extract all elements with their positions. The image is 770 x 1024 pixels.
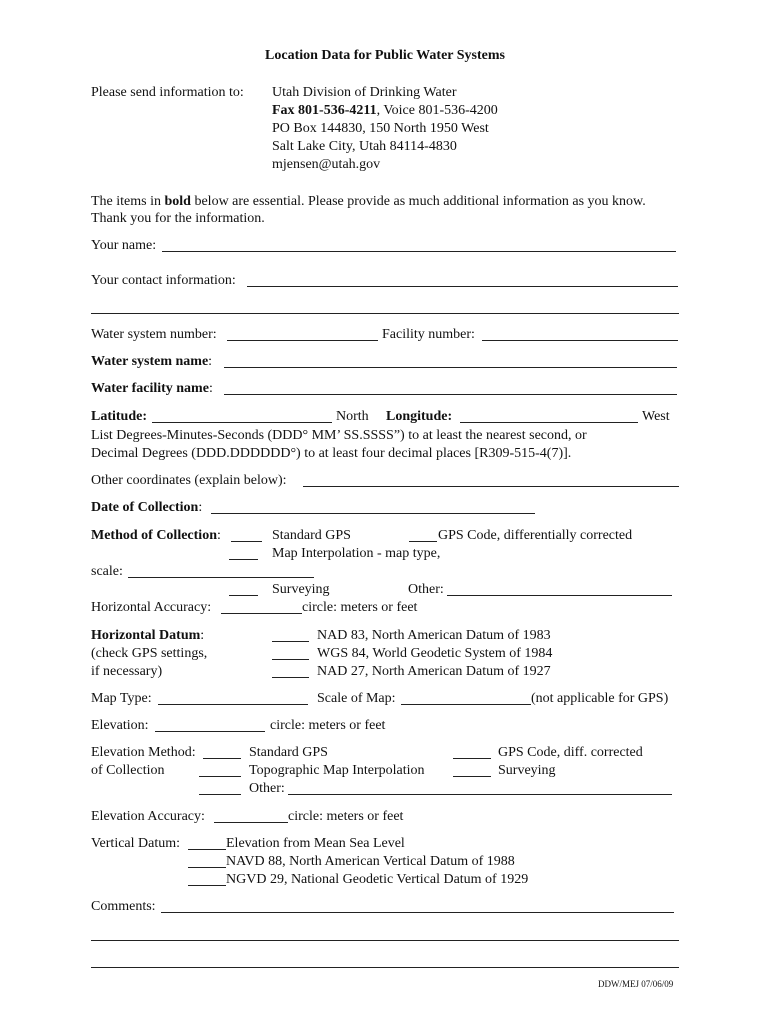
horizontal-datum-sub-1: (check GPS settings, <box>91 646 208 661</box>
scale-of-map-label: Scale of Map: <box>317 691 396 706</box>
contact-info-label: Your contact information: <box>91 273 236 288</box>
method-standard-gps-check[interactable] <box>231 541 262 542</box>
of-collection-label: of Collection <box>91 763 165 778</box>
water-system-name-text: Water system name <box>91 354 209 369</box>
method-surveying-check[interactable] <box>229 595 258 596</box>
longitude-label: Longitude: <box>386 409 453 424</box>
contact-info-field-2[interactable] <box>91 313 679 314</box>
coord-note-2: Decimal Degrees (DDD.DDDDDD°) to at least four decimal places [R309-515-4(7)]. <box>91 446 572 461</box>
email-address[interactable]: mjensen@utah.gov <box>272 157 381 172</box>
horizontal-datum-text: Horizontal Datum <box>91 628 201 643</box>
method-map-interp-label: Map Interpolation - map type, <box>272 546 441 561</box>
elev-surveying-check[interactable] <box>453 776 491 777</box>
longitude-field[interactable] <box>460 422 638 423</box>
datum-nad83-check[interactable] <box>272 641 309 642</box>
elev-other-check[interactable] <box>199 794 241 795</box>
elevation-method-label: Elevation Method: <box>91 745 196 760</box>
datum-nad83-label: NAD 83, North American Datum of 1983 <box>317 628 551 643</box>
elevation-unit: circle: meters or feet <box>270 718 386 733</box>
vdatum-msl-label: Elevation from Mean Sea Level <box>226 836 405 851</box>
datum-wgs84-check[interactable] <box>272 659 309 660</box>
colon: : <box>216 528 221 543</box>
elev-topo-label: Topographic Map Interpolation <box>249 763 425 778</box>
intro-text-b: below are essential. Please provide as much additional information as you know. <box>190 194 646 209</box>
method-standard-gps-label: Standard GPS <box>272 528 351 543</box>
comments-field-2[interactable] <box>91 940 679 941</box>
method-surveying-label: Surveying <box>272 582 330 597</box>
your-name-field[interactable] <box>162 251 676 252</box>
water-facility-name-label <box>91 380 213 397</box>
vdatum-navd88-check[interactable] <box>188 867 226 868</box>
coord-note-1: List Degrees-Minutes-Seconds (DDD° MM’ SS.SSSS”) to at least the nearest second, or <box>91 428 587 443</box>
colon: : <box>208 354 213 369</box>
colon: : <box>208 381 213 396</box>
water-system-number-field[interactable] <box>227 340 378 341</box>
method-map-interp-check[interactable] <box>229 559 258 560</box>
method-other-field[interactable] <box>447 595 672 596</box>
latitude-label: Latitude: <box>91 409 147 424</box>
datum-nad27-check[interactable] <box>272 677 309 678</box>
facility-number-field[interactable] <box>482 340 678 341</box>
elevation-accuracy-label: Elevation Accuracy: <box>91 809 205 824</box>
colon: : <box>198 500 203 515</box>
water-facility-name-field[interactable] <box>224 394 677 395</box>
elev-topo-check[interactable] <box>199 776 241 777</box>
intro-bold: bold <box>164 194 191 209</box>
facility-number-label: Facility number: <box>382 327 475 342</box>
colon: : <box>200 628 205 643</box>
voice-number: , Voice 801-536-4200 <box>376 103 498 118</box>
elevation-field[interactable] <box>155 731 265 732</box>
west-label: West <box>642 409 670 424</box>
vdatum-navd88-label: NAVD 88, North American Vertical Datum of 1988 <box>226 854 515 869</box>
vdatum-msl-check[interactable] <box>188 849 226 850</box>
elev-other-field[interactable] <box>288 794 672 795</box>
vertical-datum-label: Vertical Datum: <box>91 836 181 851</box>
water-system-name-label <box>91 353 212 370</box>
elev-gps-code-label: GPS Code, diff. corrected <box>498 745 643 760</box>
date-of-collection-text: Date of Collection <box>91 500 199 515</box>
horizontal-accuracy-unit: circle: meters or feet <box>302 600 418 615</box>
send-to-label: Please send information to: <box>91 85 244 100</box>
method-gps-code-check[interactable] <box>409 541 437 542</box>
org-name: Utah Division of Drinking Water <box>272 85 457 100</box>
scale-label: scale: <box>91 564 123 579</box>
method-gps-code-label: GPS Code, differentially corrected <box>438 528 633 543</box>
elev-surveying-label: Surveying <box>498 763 556 778</box>
elev-gps-code-check[interactable] <box>453 758 491 759</box>
scale-field[interactable] <box>128 577 314 578</box>
city-address: Salt Lake City, Utah 84114-4830 <box>272 139 457 154</box>
intro-line-2: Thank you for the information. <box>91 211 265 226</box>
contact-info-field[interactable] <box>247 286 678 287</box>
method-other-label: Other: <box>408 582 444 597</box>
not-applicable-gps: (not applicable for GPS) <box>531 691 669 706</box>
method-of-collection-label <box>91 527 221 544</box>
elev-standard-gps-label: Standard GPS <box>249 745 328 760</box>
datum-wgs84-label: WGS 84, World Geodetic System of 1984 <box>317 646 553 661</box>
elevation-accuracy-field[interactable] <box>214 822 288 823</box>
vdatum-ngvd29-check[interactable] <box>188 885 226 886</box>
water-facility-name-text: Water facility name <box>91 381 209 396</box>
method-label-text: Method of Collection <box>91 528 217 543</box>
footer-code: DDW/MEJ 07/06/09 <box>598 979 674 989</box>
vdatum-ngvd29-label: NGVD 29, National Geodetic Vertical Datum of 1929 <box>226 872 529 887</box>
map-type-field[interactable] <box>158 704 308 705</box>
north-label: North <box>336 409 369 424</box>
date-of-collection-field[interactable] <box>211 513 535 514</box>
comments-label: Comments: <box>91 899 156 914</box>
fax-voice <box>272 102 498 119</box>
elevation-label: Elevation: <box>91 718 149 733</box>
intro-line-1 <box>91 193 646 210</box>
po-box: PO Box 144830, 150 North 1950 West <box>272 121 489 136</box>
scale-of-map-field[interactable] <box>401 704 531 705</box>
other-coordinates-field[interactable] <box>303 486 679 487</box>
fax-number: Fax 801-536-4211 <box>272 103 377 118</box>
water-system-name-field[interactable] <box>224 367 677 368</box>
date-of-collection-label <box>91 499 202 516</box>
elev-standard-gps-check[interactable] <box>203 758 241 759</box>
page-title: Location Data for Public Water Systems <box>265 48 505 63</box>
your-name-label: Your name: <box>91 238 157 253</box>
elevation-accuracy-unit: circle: meters or feet <box>288 809 404 824</box>
horizontal-datum-sub-2: if necessary) <box>91 664 163 679</box>
comments-field-3[interactable] <box>91 967 679 968</box>
map-type-label: Map Type: <box>91 691 152 706</box>
comments-field[interactable] <box>161 912 674 913</box>
horizontal-accuracy-label: Horizontal Accuracy: <box>91 600 212 615</box>
elev-other-label: Other: <box>249 781 285 796</box>
latitude-field[interactable] <box>152 422 332 423</box>
datum-nad27-label: NAD 27, North American Datum of 1927 <box>317 664 551 679</box>
horizontal-accuracy-field[interactable] <box>221 613 302 614</box>
horizontal-datum-label <box>91 627 204 644</box>
intro-text-a: The items in <box>91 194 165 209</box>
water-system-number-label: Water system number: <box>91 327 217 342</box>
other-coordinates-label: Other coordinates (explain below): <box>91 473 287 488</box>
